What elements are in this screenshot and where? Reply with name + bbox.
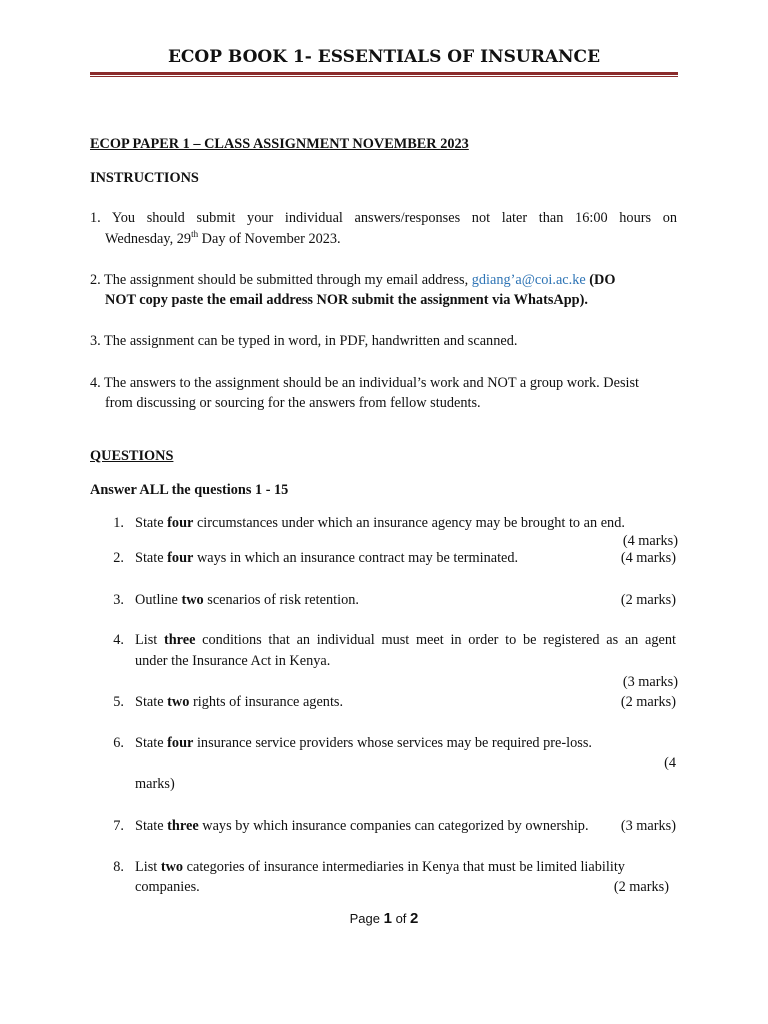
instruction-1-line-1: 1. You should submit your individual answers/responses not later than 16:00 hours on [90,210,677,226]
instruction-1-date: Wednesday, 29 [105,231,192,247]
q-pre: State [135,550,168,566]
question-number: 6. [113,735,124,751]
page-footer [0,910,768,927]
q-count: two [167,694,190,710]
question-number: 1. [113,515,124,531]
q-post: rights of insurance agents. [189,694,344,710]
q-post: ways in which an insurance contract may be terminated. [193,550,519,566]
questions-heading: QUESTIONS [90,448,174,464]
question-7-text [135,816,589,836]
instruction-1-line-2 [105,229,341,249]
question-number: 4. [113,632,124,648]
question-1-text [135,513,625,533]
footer-of-word: of [395,911,407,926]
q-pre: State [135,515,168,531]
instructions-heading: INSTRUCTIONS [90,170,199,186]
q-pre: State [135,694,168,710]
question-6-marks-part-1: (4 [664,755,676,771]
q-pre: State [135,818,168,834]
q-count: four [167,515,194,531]
question-6-marks-part-2: marks) [135,776,175,792]
question-5-marks: (2 marks) [620,694,676,710]
q-post: ways by which insurance companies can categorized by ownership. [198,818,589,834]
q-pre: State [135,735,168,751]
answer-all-instruction: Answer ALL the questions 1 - 15 [90,482,289,498]
q-count: three [163,632,196,648]
q-count: two [160,859,184,875]
q-post: circumstances under which an insurance agency may be brought to an end. [193,515,625,531]
q-pre: Outline [135,592,182,608]
question-2-text [135,548,518,568]
question-5-text [135,692,343,712]
footer-total-pages: 2 [410,910,419,927]
ordinal-suffix: th [191,229,199,240]
question-number: 2. [113,550,124,566]
q-post: categories of insurance intermediaries in Kenya that must be limited liability [183,859,625,875]
paper-title: ECOP PAPER 1 – CLASS ASSIGNMENT NOVEMBER 2023 [90,136,469,152]
question-8-continuation: companies. [135,879,200,895]
question-1-marks: (4 marks) [622,533,678,549]
question-number: 5. [113,694,124,710]
question-4-marks: (3 marks) [622,674,678,690]
question-number: 8. [113,859,124,875]
question-8-text [135,857,625,877]
instruction-2-line-2: NOT copy paste the email address NOR submit the assignment via WhatsApp). [105,292,588,308]
q-pre: List [135,632,164,648]
instruction-1-tail: Day of November 2023. [198,231,341,247]
q-post: insurance service providers whose services may be required pre-loss. [193,735,592,751]
q-count: four [167,735,194,751]
instruction-2-bold-start: (DO [585,272,616,288]
footer-page-word: Page [349,911,380,926]
q-count: three [167,818,199,834]
question-7-marks: (3 marks) [620,818,676,834]
question-4-continuation: under the Insurance Act in Kenya. [135,653,331,669]
email-link[interactable]: gdiang’a@coi.ac.ke [471,272,586,288]
header-rule-thick [90,72,678,75]
footer-page-number: 1 [383,910,392,927]
q-count: four [167,550,194,566]
instruction-4-line-2: from discussing or sourcing for the answers from fellow students. [105,395,481,411]
instruction-2-line-1 [90,270,616,290]
q-pre: List [135,859,161,875]
question-3-marks: (2 marks) [620,592,676,608]
instruction-2-text: 2. The assignment should be submitted through my email address, [90,272,472,288]
question-8-marks: (2 marks) [613,879,669,895]
document-header-title: ECOP BOOK 1- ESSENTIALS OF INSURANCE [167,47,601,67]
header-rule-thin [90,76,678,77]
question-2-marks: (4 marks) [620,550,676,566]
instruction-4-line-1: 4. The answers to the assignment should be an individual’s work and NOT a group work. Desist [90,375,640,391]
question-6-text [135,733,592,753]
question-3-text [135,590,359,610]
question-number: 7. [113,818,124,834]
q-post: conditions that an individual must meet in order to be registered as an agent [195,632,676,648]
question-number: 3. [113,592,124,608]
instruction-3: 3. The assignment can be typed in word, in PDF, handwritten and scanned. [90,333,518,349]
q-count: two [181,592,204,608]
question-4-text [135,630,676,650]
q-post: scenarios of risk retention. [203,592,359,608]
